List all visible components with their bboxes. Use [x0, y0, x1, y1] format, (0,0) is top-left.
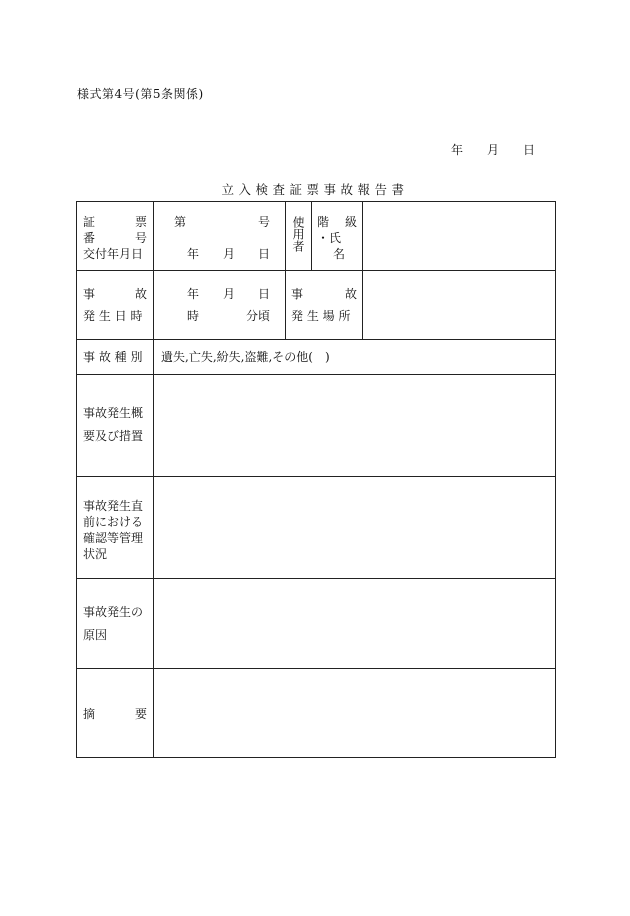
- cert-number-suffix: 号: [258, 215, 271, 229]
- prior-status-label-line1: 事故発生直: [83, 499, 144, 513]
- prior-status-label-line2: 前における: [83, 515, 144, 529]
- user-label: 使用者: [291, 216, 305, 252]
- incident-type-options[interactable]: 遺失,亡失,紛失,盗難,その他( ): [161, 350, 330, 364]
- prior-status-label-line3: 確認等管理: [83, 531, 144, 545]
- rank-label-line2: ・氏: [317, 231, 342, 245]
- cause-label-line1: 事故発生の: [83, 605, 144, 619]
- occurrence-year-label: 年: [187, 287, 200, 301]
- remarks-label: 摘 要: [83, 707, 147, 721]
- place-label-line1: 事 故: [291, 287, 358, 301]
- rank-label-line3: 名: [333, 247, 346, 261]
- prior-status-label-line4: 状況: [83, 547, 108, 561]
- occurrence-hour-label: 時: [187, 309, 200, 323]
- row-divider: [77, 339, 555, 340]
- date-month-label: 月: [487, 143, 500, 157]
- occurrence-label-line1: 事 故: [83, 287, 147, 301]
- cert-label-line2: 番 号: [83, 231, 147, 245]
- form-number: 様式第4号(第5条関係): [77, 87, 204, 101]
- date-year-label: 年: [451, 143, 464, 157]
- report-form-table: [76, 201, 556, 758]
- row-divider: [77, 668, 555, 669]
- occurrence-day-label: 日: [258, 287, 271, 301]
- row-divider: [77, 578, 555, 579]
- rank-label-line1: 階 級: [317, 215, 358, 229]
- column-divider: [311, 202, 312, 270]
- issue-year-label: 年: [187, 247, 200, 261]
- row-divider: [77, 374, 555, 375]
- occurrence-minute-label: 分頃: [246, 309, 271, 323]
- cert-number-prefix: 第: [174, 215, 187, 229]
- occurrence-label-line2: 発 生 日 時: [83, 309, 143, 323]
- occurrence-month-label: 月: [223, 287, 236, 301]
- summary-label-line1: 事故発生概: [83, 406, 144, 420]
- label-column-divider: [153, 202, 154, 757]
- column-divider: [362, 202, 363, 339]
- cause-label-line2: 原因: [83, 628, 108, 642]
- column-divider: [285, 202, 286, 339]
- report-date: [445, 141, 545, 157]
- row-divider: [77, 476, 555, 477]
- issue-month-label: 月: [223, 247, 236, 261]
- summary-label-line2: 要及び措置: [83, 429, 144, 443]
- incident-type-label: 事 故 種 別: [83, 350, 143, 364]
- issue-day-label: 日: [258, 247, 271, 261]
- issue-date-label: 交付年月日: [83, 247, 144, 261]
- date-day-label: 日: [523, 143, 536, 157]
- row-divider: [77, 270, 555, 271]
- document-title: 立入検査証票事故報告書: [221, 182, 409, 197]
- place-label-line2: 発 生 場 所: [291, 309, 351, 323]
- cert-label-line1: 証 票: [83, 215, 147, 229]
